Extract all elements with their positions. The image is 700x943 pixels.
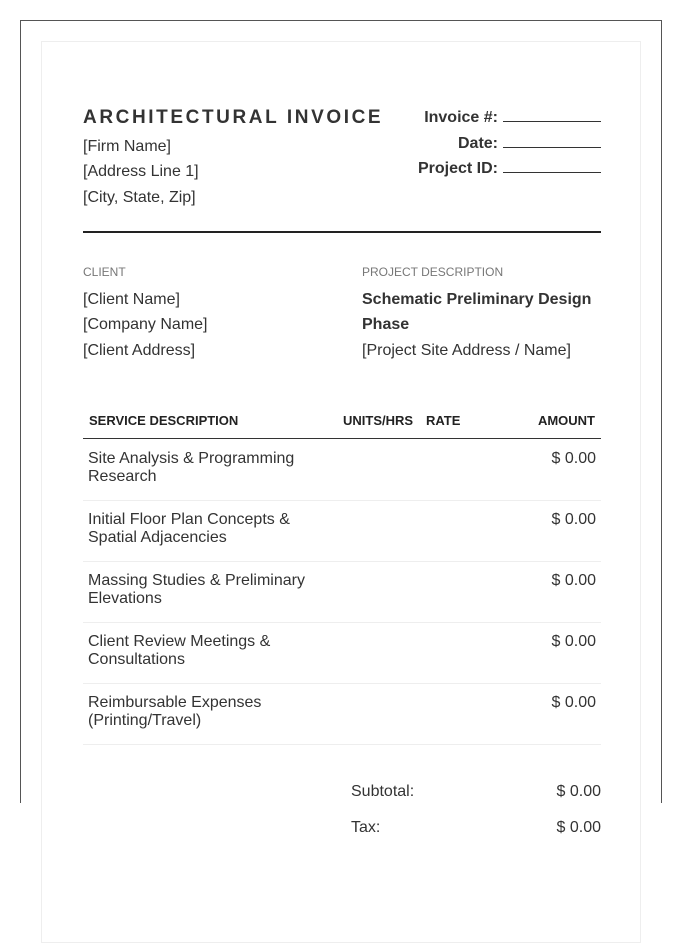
client-name: [Client Name]	[83, 291, 180, 308]
service-amount: $ 0.00	[551, 511, 596, 528]
service-amount: $ 0.00	[551, 572, 596, 589]
table-row	[83, 439, 601, 501]
project-site: [Project Site Address / Name]	[362, 342, 571, 359]
table-row	[83, 500, 601, 562]
service-description: Site Analysis & Programming Research	[88, 450, 295, 485]
client-company: [Company Name]	[83, 316, 208, 333]
column-header-rate: RATE	[426, 413, 461, 428]
invoice-title: ARCHITECTURAL INVOICE	[83, 107, 384, 128]
date-field[interactable]	[503, 133, 601, 148]
firm-name: [Firm Name]	[83, 138, 171, 155]
firm-city-state-zip: [City, State, Zip]	[83, 189, 196, 206]
service-amount: $ 0.00	[551, 694, 596, 711]
table-row	[83, 683, 601, 745]
column-header-description: SERVICE DESCRIPTION	[89, 413, 239, 428]
column-header-units: UNITS/HRS	[343, 413, 414, 428]
service-description: Massing Studies & Preliminary Elevations	[88, 572, 305, 607]
header-divider	[83, 231, 601, 233]
firm-address-line-1: [Address Line 1]	[83, 163, 199, 180]
client-label: CLIENT	[83, 265, 126, 279]
tax-label: Tax:	[351, 819, 381, 836]
subtotal-label: Subtotal:	[351, 783, 415, 800]
project-phase: Schematic Preliminary Design Phase	[362, 291, 592, 333]
table-row	[83, 622, 601, 684]
column-header-amount: AMOUNT	[537, 413, 595, 428]
client-address: [Client Address]	[83, 342, 196, 359]
service-amount: $ 0.00	[551, 633, 596, 650]
invoice-number-field[interactable]	[503, 107, 601, 122]
project-id-label: Project ID:	[417, 160, 498, 177]
document-frame	[20, 20, 662, 836]
table-row	[83, 561, 601, 623]
service-description: Client Review Meetings & Consultations	[88, 633, 271, 668]
service-description: Reimbursable Expenses (Printing/Travel)	[88, 694, 262, 729]
project-id-field[interactable]	[503, 158, 601, 173]
subtotal-value: $ 0.00	[556, 783, 601, 800]
invoice-sheet	[41, 41, 641, 943]
service-amount: $ 0.00	[551, 450, 596, 467]
invoice-number-row	[424, 107, 601, 127]
project-id-row	[418, 158, 601, 178]
tax-value: $ 0.00	[556, 819, 601, 836]
invoice-number-label: Invoice #:	[424, 109, 498, 126]
service-description: Initial Floor Plan Concepts & Spatial Adjacencies	[88, 511, 290, 546]
date-row	[458, 133, 601, 153]
project-description-label: PROJECT DESCRIPTION	[362, 265, 504, 279]
date-label: Date:	[457, 135, 498, 152]
